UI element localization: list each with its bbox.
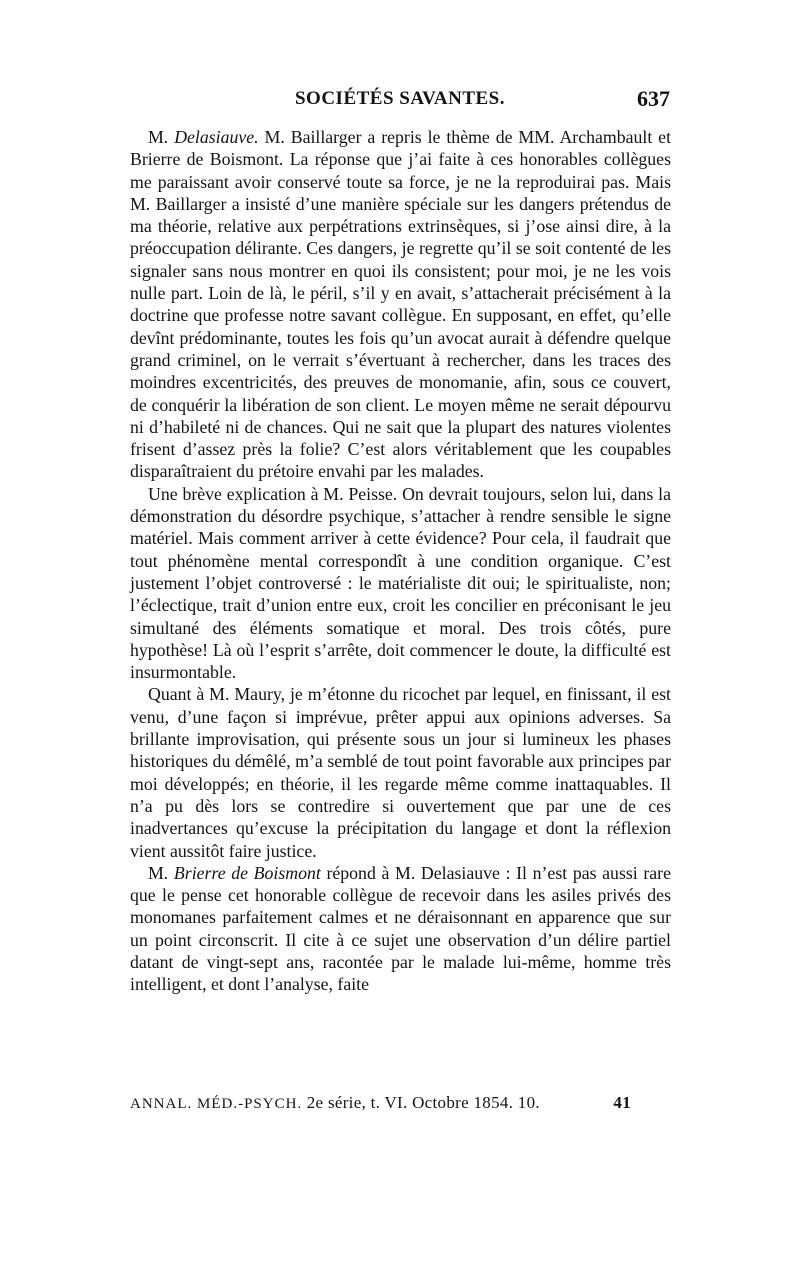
paragraph (130, 862, 671, 996)
page-footer (130, 1093, 671, 1113)
body-text (130, 126, 671, 996)
paragraph (130, 126, 671, 483)
signature-mark: 41 (613, 1093, 631, 1112)
paragraph (130, 483, 671, 684)
page-number: 637 (637, 86, 670, 111)
paragraph-text: Quant à M. Maury, je m’étonne du ricochet par lequel, en finissant, il est venu, d’une façon si imprévue, prêter appui aux opinions adverses. Sa brillante improvisation, qui présente sous un jour si lumineux les phases historiques du démêlé, m’a semblé de tout point favorable aux principes par moi développés; en théorie, il les regarde même comme inattaquables. Il n’a pu dès lors se contredire si ouvertement que par une de ces inadvertances qu’excuse la précipitation du langage et dont la réflexion vient aussitôt faire justice. (130, 684, 671, 861)
paragraph-text: M. Baillarger a repris le thème de MM. Archambault et Brierre de Boismont. La réponse que j’ai faite à ces honorables collègues me paraissant avoir conservé toute sa force, je ne la reproduirai pas. Mais M. Baillarger a insisté d’une manière spéciale sur les dangers prétendus de ma théorie, relative aux perpétrations extrinsèques, si j’ose ainsi dire, à la préoccupation délirante. Ces dangers, je regrette qu’il se soit contenté de les signaler sans nous montrer en quoi ils consistent; pour moi, je ne les vois nulle part. Loin de là, le péril, s’il y en avait, s’attacherait précisément à la doctrine que professe notre savant collègue. En supposant, en effet, qu’elle devînt prédominante, toutes les fois qu’un avocat aurait à défendre quelque grand criminel, on le verrait s’évertuant à rechercher, dans les traces des moindres excentricités, des preuves de monomanie, afin, sous ce couvert, de conquérir la libération de son client. Le moyen même ne serait dépourvu ni d’habileté ni de chances. Qui ne sait que la plupart des natures violentes frisent d’assez près la folie? C’est alors véritablement que les coupables disparaîtraient du prétoire envahi par les malades. (130, 127, 672, 482)
journal-abbrev: ANNAL. MÉD.-PSYCH. (130, 1096, 303, 1112)
speaker-prefix: M. (148, 127, 175, 147)
running-header (130, 88, 670, 118)
paragraph-text: Une brève explication à M. Peisse. On devrait toujours, selon lui, dans la démonstration du désordre psychique, s’attacher à rendre sensible le signe matériel. Mais comment arriver à cette évidence? Pour cela, il faudrait que tout phénomène mental correspondît à une condition organique. C’est justement l’objet controversé : le matérialiste dit oui; le spiritualiste, non; l’éclectique, trait d’union entre eux, croit les concilier en préconisant le jeu simultané des éléments somatique et moral. Des trois côtés, pure hypothèse! Là où l’esprit s’arrête, doit commencer le doute, la difficulté est insurmontable. (130, 483, 671, 683)
paragraph (130, 683, 671, 861)
speaker-name: Brierre de Boismont (173, 862, 321, 883)
paragraph-text: répond à M. Delasiauve : Il n’est pas aussi rare que le pense cet honorable collègue de recevoir dans les asiles privés des monomanes parfaitement calmes et ne déraisonnant en apparence que sur un point circonscrit. Il cite à ce sujet une observation d’un délire partiel datant de vingt-sept ans, racontée par le malade lui-même, homme très intelligent, et dont l’analyse, faite (130, 862, 671, 995)
speaker-prefix: M. (148, 862, 174, 883)
speaker-name: Delasiauve. (174, 127, 259, 147)
series-info: 2e série, t. VI. Octobre 1854. 10. (306, 1093, 540, 1112)
running-title: SOCIÉTÉS SAVANTES. (294, 88, 505, 109)
